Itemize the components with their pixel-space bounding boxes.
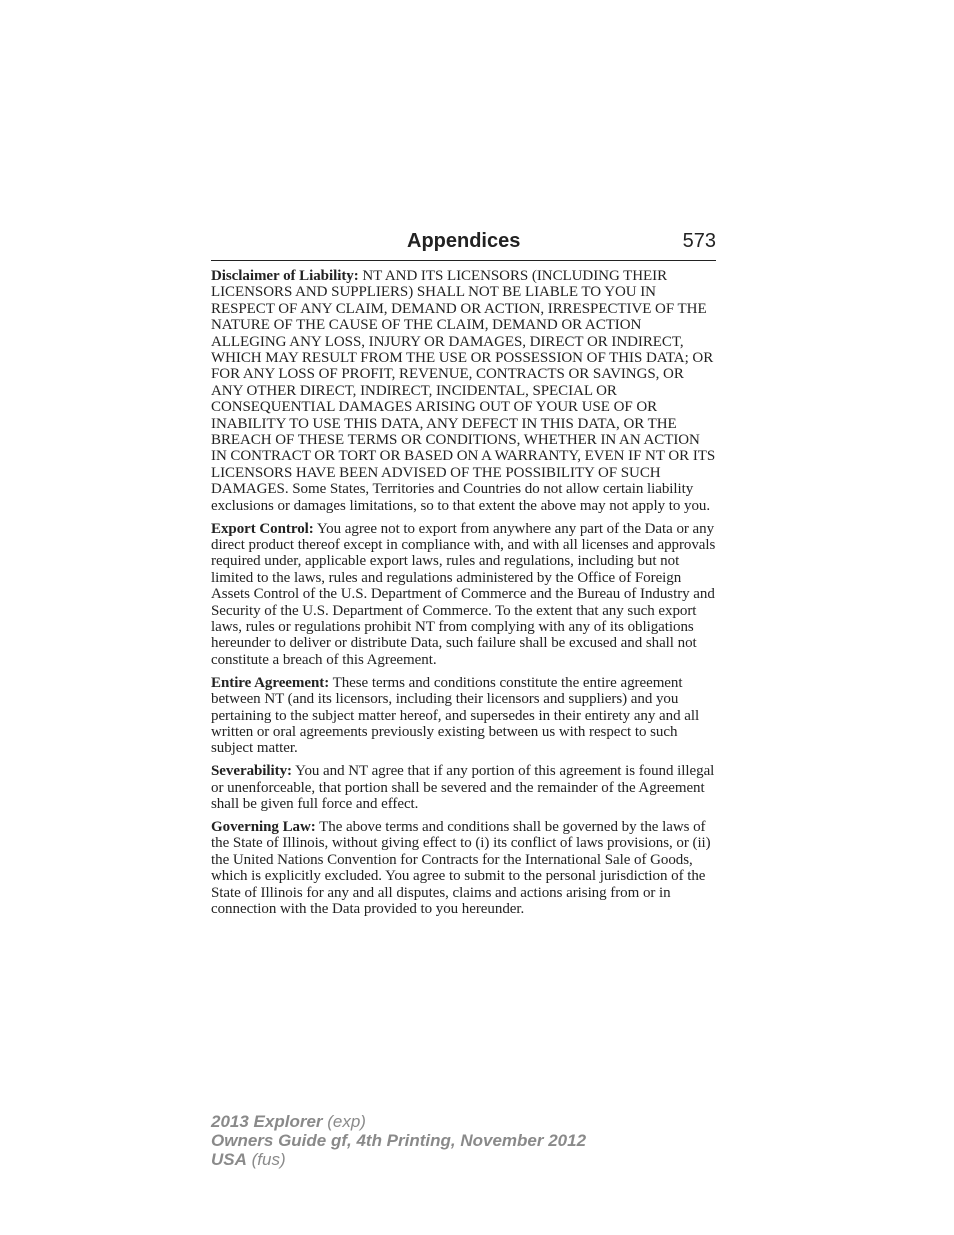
- footer-model: 2013 Explorer: [211, 1112, 323, 1131]
- paragraph-text: You and NT agree that if any portion of this agreement is found illegal or unenforceable, that portion shall be severed and the remainder of the Agreement shall be given full force and effect.: [211, 763, 715, 813]
- paragraph-term: Entire Agreement:: [211, 674, 330, 691]
- paragraph-text: You agree not to export from anywhere any part of the Data or any direct product thereof except in compliance with, and with all licenses and approvals required under, applicable export laws, rules and regulations, including but not limited to the laws, rules and regulations administered by the Office of Foreign Assets Control of the U.S. Department of Commerce and the Bureau of Industry and Security of the U.S. Department of Commerce. To the extent that any such export laws, rules or regulations prohibit NT from complying with any of its obligations hereunder to deliver or distribute Data, such failure shall be excused and shall not constitute a breach of this Agreement.: [211, 520, 716, 668]
- page-footer: [211, 1112, 586, 1169]
- paragraph-disclaimer-of-liability: [211, 268, 717, 514]
- footer-line-model: [211, 1112, 586, 1131]
- footer-line-market: [211, 1150, 586, 1169]
- paragraph-term: Severability:: [211, 763, 293, 780]
- paragraph-term: Export Control:: [211, 520, 314, 537]
- footer-model-code: (exp): [322, 1112, 366, 1131]
- paragraph-entire-agreement: [211, 675, 717, 757]
- paragraph-text: NT AND ITS LICENSORS (INCLUDING THEIR LICENSORS AND SUPPLIERS) SHALL NOT BE LIABLE TO YOU IN RESPECT OF ANY CLAIM, DEMAND OR ACTION, IRRESPECTIVE OF THE NATURE OF THE CAUSE OF THE CLAIM, DEMAND OR ACTION ALLEGING ANY LOSS, INJURY OR DAMAGES, DIRECT OR INDIRECT, WHICH MAY RESULT FROM THE USE OR POSSESSION OF THIS DATA; OR FOR ANY LOSS OF PROFIT, REVENUE, CONTRACTS OR SAVINGS, OR ANY OTHER DIRECT, INDIRECT, INCIDENTAL, SPECIAL OR CONSEQUENTIAL DAMAGES ARISING OUT OF YOUR USE OF OR INABILITY TO USE THIS DATA, ANY DEFECT IN THIS DATA, OR THE BREACH OF THESE TERMS OR CONDITIONS, WHETHER IN AN ACTION IN CONTRACT OR TORT OR BASED ON A WARRANTY, EVEN IF NT OR ITS LICENSORS HAVE BEEN ADVISED OF THE POSSIBILITY OF SUCH DAMAGES. Some States, Territories and Countries do not allow certain liability exclusions or damages limitations, so to that extent the above may not apply to you.: [211, 268, 716, 514]
- body-text: [211, 268, 717, 924]
- paragraph-term: Governing Law:: [211, 819, 316, 835]
- paragraph-severability: [211, 763, 717, 812]
- paragraph-governing-law: [211, 819, 717, 917]
- footer-market: USA: [211, 1150, 247, 1169]
- paragraph-text: The above terms and conditions shall be governed by the laws of the State of Illinois, without giving effect to (i) its conflict of laws provisions, or (ii) the United Nations Convention for Contracts for the International Sale of Goods, which is explicitly excluded. You agree to submit to the personal jurisdiction of the State of Illinois for any and all disputes, claims and actions arising from or in connection with the Data provided to you hereunder.: [211, 819, 711, 918]
- page-number: 573: [682, 230, 716, 252]
- footer-line-guide: [211, 1131, 586, 1150]
- page-header: [211, 228, 716, 261]
- section-title: Appendices: [407, 230, 521, 252]
- paragraph-term: Disclaimer of Liability:: [211, 268, 359, 284]
- paragraph-text: These terms and conditions constitute the entire agreement between NT (and its licensors, including their licensors and suppliers) and you pertaining to the subject matter hereof, and supersedes in their entirety any and all written or oral agreements previously existing between us with respect to such subject matter.: [211, 674, 700, 757]
- footer-market-code: (fus): [246, 1150, 286, 1169]
- footer-guide-info: Owners Guide gf, 4th Printing, November 2012: [211, 1131, 587, 1150]
- paragraph-export-control: [211, 521, 717, 669]
